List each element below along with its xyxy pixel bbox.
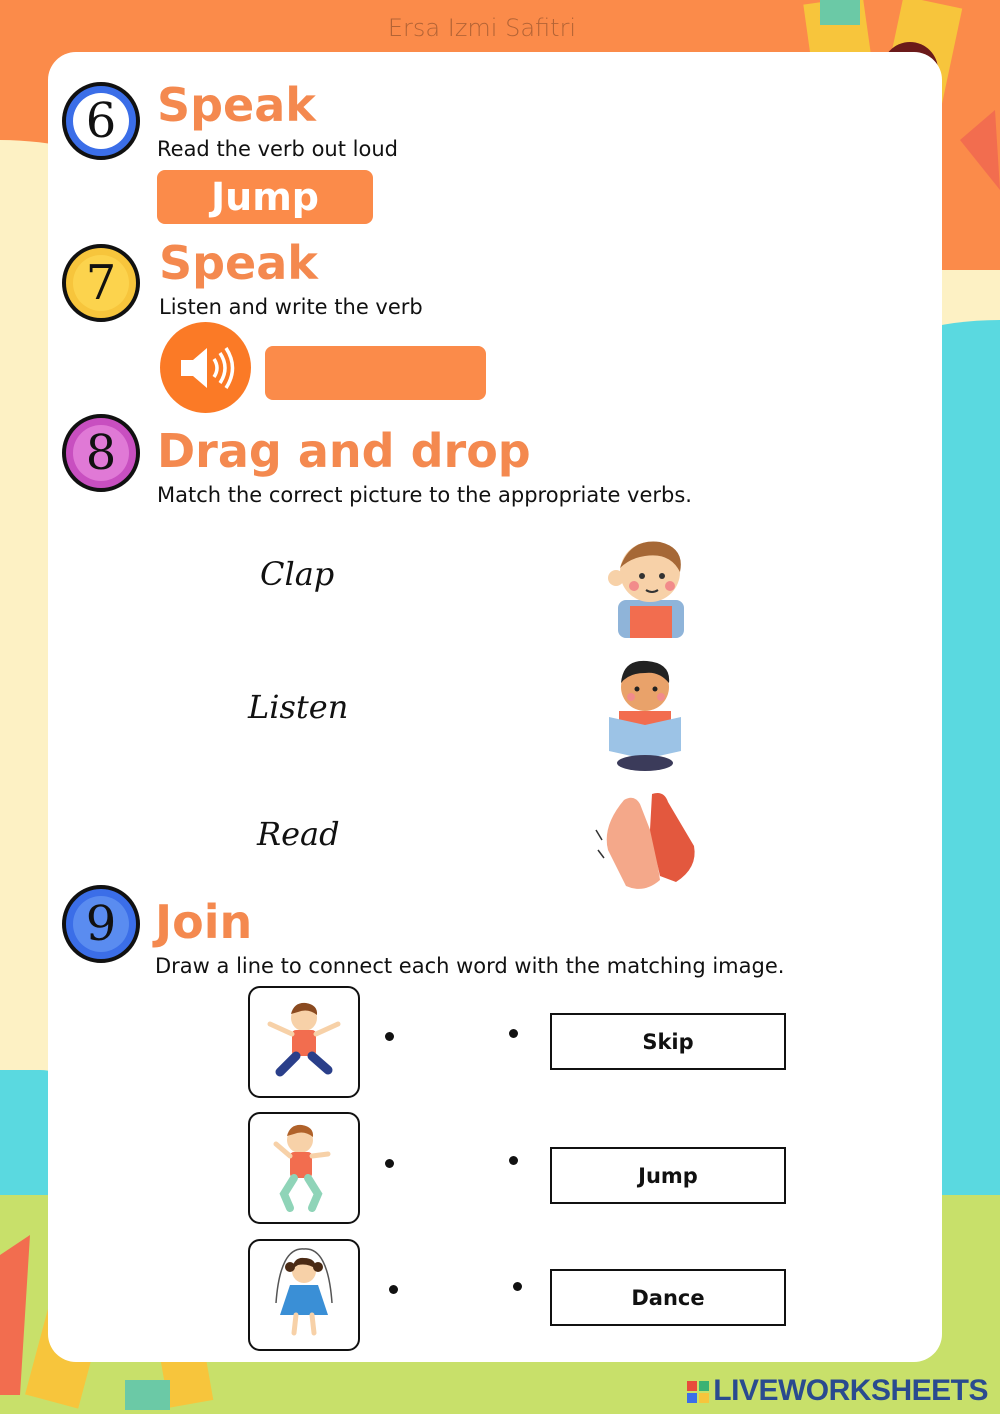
join-dot-left[interactable] [385,1159,394,1168]
drop-target-word[interactable]: Read [257,815,340,853]
audio-play-button[interactable] [160,322,251,413]
child-jumping-icon [250,988,358,1096]
number-badge-6-text: 6 [73,93,129,149]
number-badge-7-text: 7 [73,255,129,311]
section-7-title: Speak [159,236,318,290]
join-picture-dance [248,1112,360,1224]
number-badge-6 [62,82,140,160]
child-dancing-icon [250,1114,358,1222]
section-8-title: Drag and drop [157,424,531,478]
join-dot-right[interactable] [513,1282,522,1291]
liveworksheets-logo [687,1374,988,1408]
number-badge-7 [62,244,140,322]
section-6-instruction: Read the verb out loud [157,137,398,161]
draggable-clap-picture[interactable] [594,790,699,892]
liveworksheets-brand-text: LIVEWORKSHEETS [713,1374,988,1407]
liveworksheets-logo-icon [687,1381,709,1403]
join-picture-skip [248,1239,360,1351]
section-8-instruction: Match the correct picture to the appropriate verbs. [157,483,692,507]
verb-speak-button[interactable] [157,170,373,224]
join-word-box: Dance [550,1269,786,1326]
join-dot-right[interactable] [509,1029,518,1038]
verb-answer-input[interactable] [265,346,486,400]
number-badge-9-text: 9 [73,896,129,952]
join-dot-left[interactable] [389,1285,398,1294]
section-6-title: Speak [157,78,316,132]
section-9-title: Join [155,895,253,949]
join-dot-left[interactable] [385,1032,394,1041]
author-name: Ersa Izmi Safitri [387,14,577,42]
verb-label: Jump [211,175,319,219]
speaker-icon [177,345,235,391]
number-badge-9 [62,885,140,963]
draggable-read-picture[interactable] [605,655,685,773]
drop-target-word[interactable]: Listen [248,688,349,726]
section-7-instruction: Listen and write the verb [159,295,423,319]
child-skipping-rope-icon [250,1241,358,1349]
join-picture-jump [248,986,360,1098]
section-9-instruction: Draw a line to connect each word with the matching image. [155,954,785,978]
number-badge-8-text: 8 [73,425,129,481]
join-word-box: Skip [550,1013,786,1070]
drop-target-word[interactable]: Clap [260,555,335,593]
number-badge-8 [62,414,140,492]
draggable-listen-picture[interactable] [600,530,695,638]
join-dot-right[interactable] [509,1156,518,1165]
join-word-box: Jump [550,1147,786,1204]
